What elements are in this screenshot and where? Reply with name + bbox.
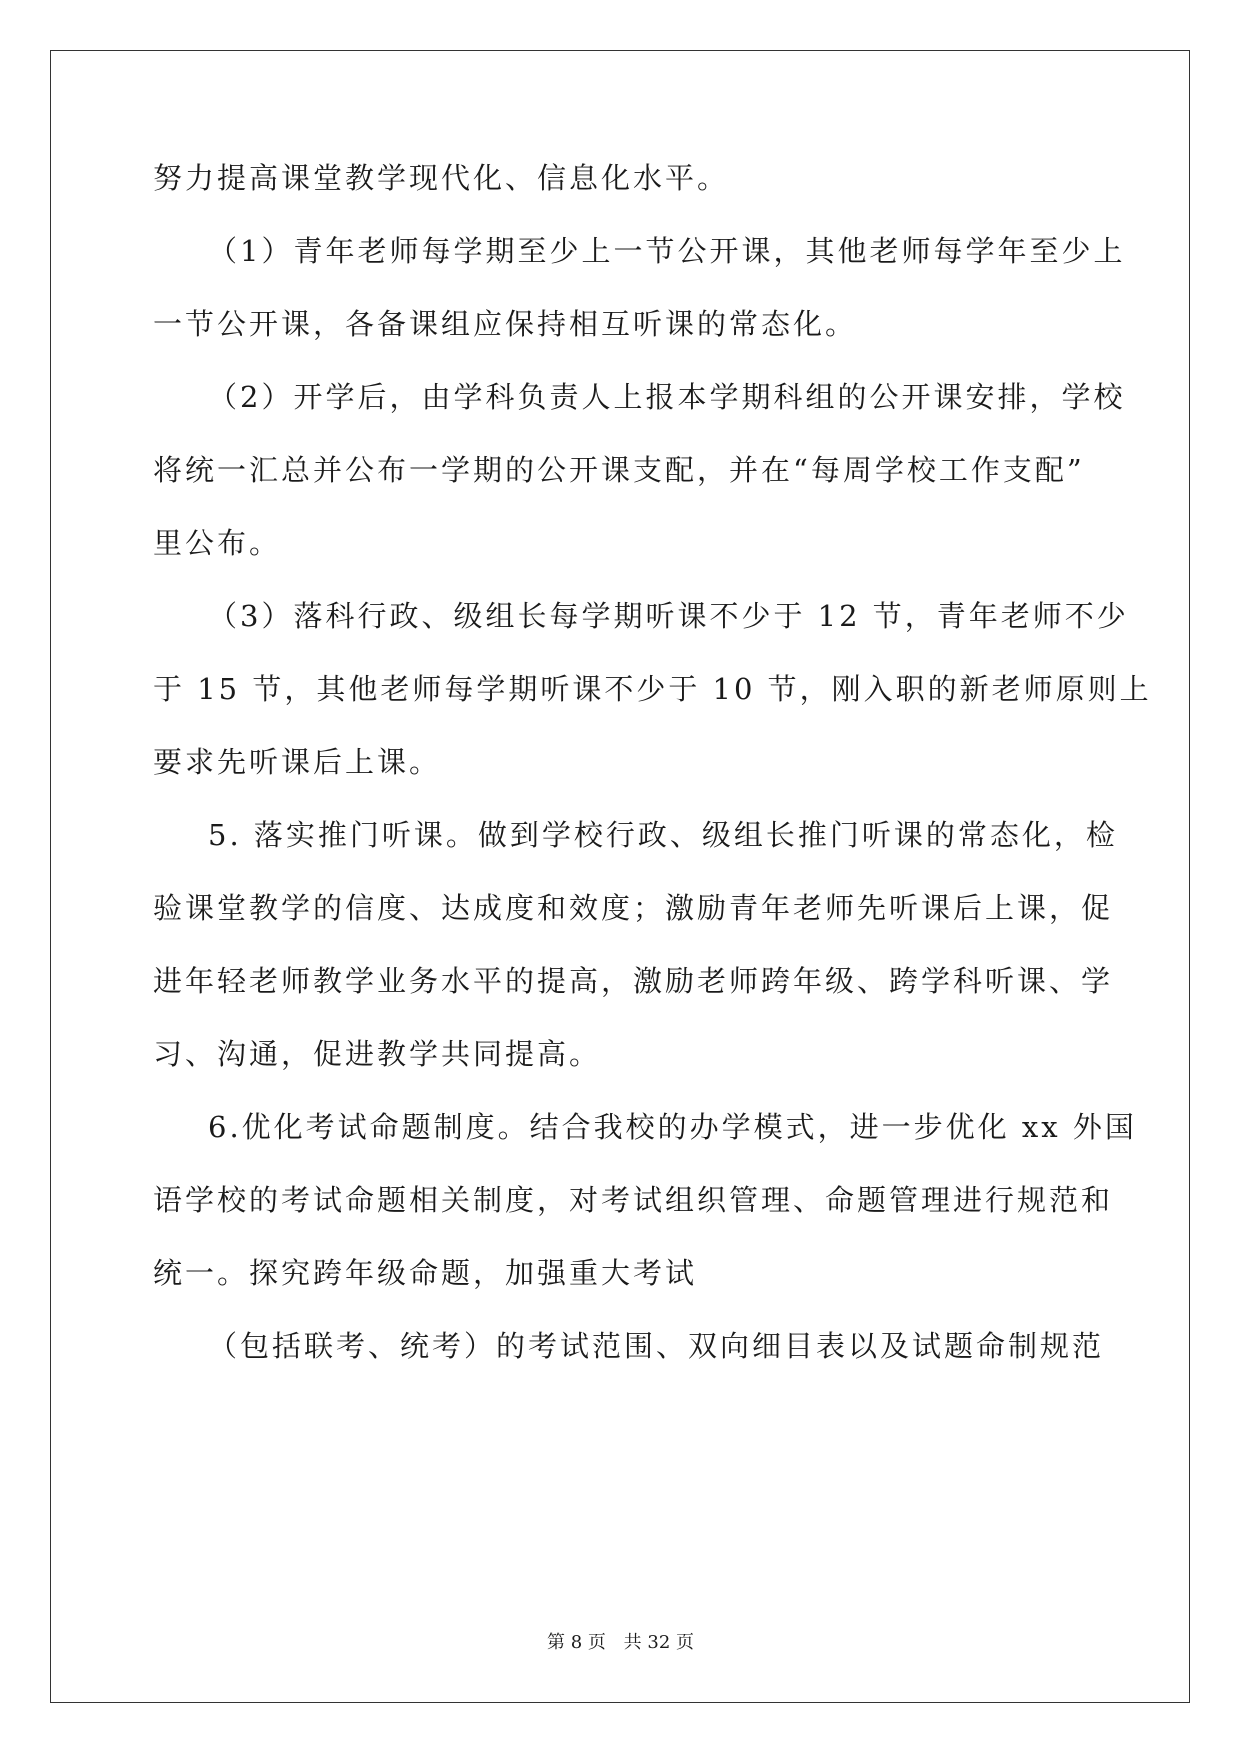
text-line: 要求先听课后上课。 <box>153 745 442 779</box>
text-line: （3）落科行政、级组长每学期听课不少于 12 节，青年老师不少 <box>208 599 1129 633</box>
page-border <box>50 50 1190 1703</box>
text-line: 将统一汇总并公布一学期的公开课支配，并在“每周学校工作支配” <box>153 453 1085 487</box>
text-line: 6.优化考试命题制度。结合我校的办学模式，进一步优化 xx 外国 <box>208 1110 1137 1144</box>
text-line: 5. 落实推门听课。做到学校行政、级组长推门听课的常态化，检 <box>208 818 1118 852</box>
text-line: （包括联考、统考）的考试范围、双向细目表以及试题命制规范 <box>208 1329 1105 1363</box>
text-line: 里公布。 <box>153 526 282 560</box>
text-line: 进年轻老师教学业务水平的提高，激励老师跨年级、跨学科听课、学 <box>153 964 1114 998</box>
text-line: 习、沟通，促进教学共同提高。 <box>153 1037 602 1071</box>
text-line: （1）青年老师每学期至少上一节公开课，其他老师每学年至少上 <box>208 234 1126 268</box>
text-line: 努力提高课堂教学现代化、信息化水平。 <box>153 161 730 195</box>
text-line: （2）开学后，由学科负责人上报本学期科组的公开课安排，学校 <box>208 380 1126 414</box>
page-number: 第 8 页 <box>547 1632 606 1653</box>
text-line: 验课堂教学的信度、达成度和效度；激励青年老师先听课后上课，促 <box>153 891 1114 925</box>
text-line: 于 15 节，其他老师每学期听课不少于 10 节，刚入职的新老师原则上 <box>153 672 1152 706</box>
text-line: 统一。探究跨年级命题，加强重大考试 <box>153 1256 698 1290</box>
page-total: 共 32 页 <box>623 1632 694 1653</box>
text-line: 一节公开课，各备课组应保持相互听课的常态化。 <box>153 307 858 341</box>
text-line: 语学校的考试命题相关制度，对考试组织管理、命题管理进行规范和 <box>153 1183 1114 1217</box>
page-footer <box>0 1632 1241 1654</box>
